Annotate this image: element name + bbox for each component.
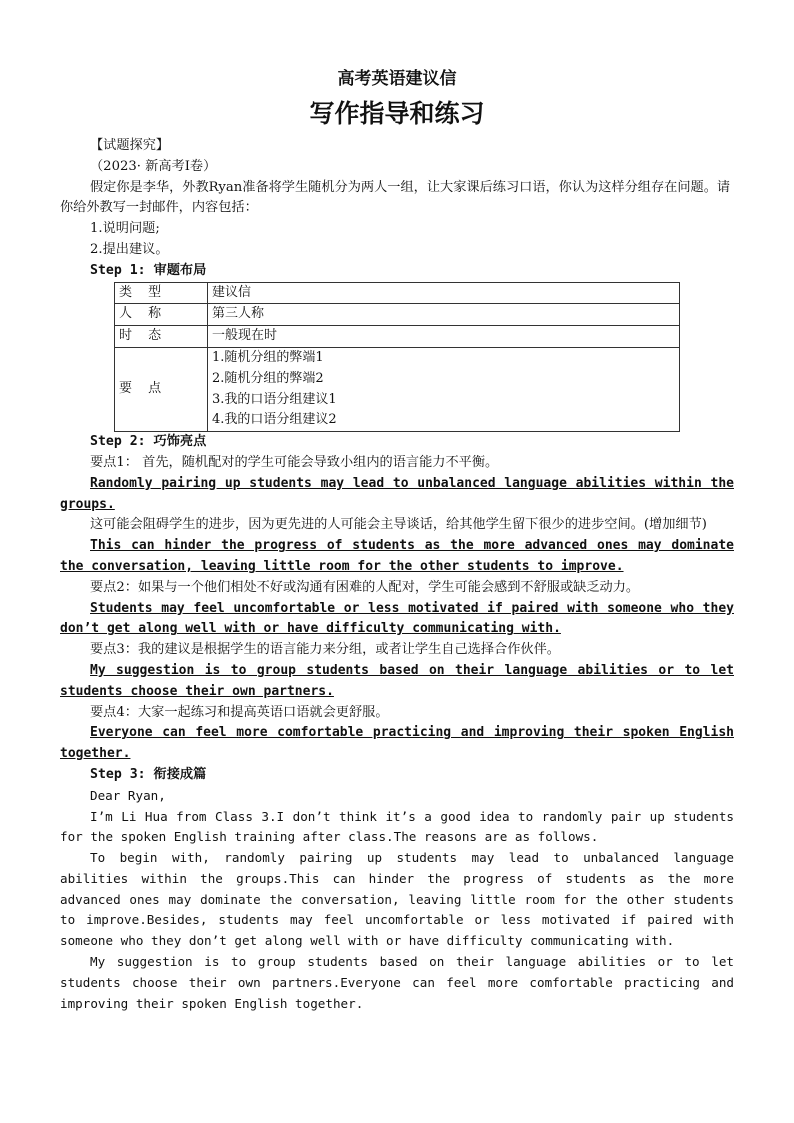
point-en: Randomly pairing up students may lead to unbalanced language abilities within the groups.	[60, 475, 734, 512]
document-page	[60, 66, 734, 1014]
letter-paragraph: I’m Li Hua from Class 3.I don’t think it’s a good idea to randomly pair up students for the spoken English training after class.The reasons are as follows.	[60, 808, 734, 845]
point-en: Students may feel uncomfortable or less motivated if paired with someone who they don’t get along well with or have difficulty communicating with.	[60, 600, 734, 637]
step2-heading	[60, 432, 734, 453]
step1-label: Step 1: 审题布局	[90, 262, 207, 278]
letter-salutation: Dear Ryan,	[90, 787, 166, 803]
task-item: 1.说明问题;	[90, 221, 160, 237]
exam-source: （2023· 新高考Ⅰ卷）	[90, 158, 217, 174]
table-row	[115, 282, 680, 304]
point-cn: 要点4：大家一起练习和提高英语口语就会更舒服。	[90, 704, 389, 720]
task-item: 2.提出建议。	[90, 241, 169, 257]
point-cn: 要点1： 首先，随机配对的学生可能会导致小组内的语言能力不平衡。	[90, 454, 499, 470]
table-row	[115, 304, 680, 326]
table-key: 类 型	[115, 282, 208, 304]
table-value-list	[208, 347, 680, 431]
table-key: 时 态	[115, 326, 208, 348]
point-cn: 这可能会阻碍学生的进步，因为更先进的人可能会主导谈话，给其他学生留下很少的进步空间。(增加细节)	[90, 517, 707, 533]
table-key: 人 称	[115, 304, 208, 326]
document-title: 高考英语建议信	[337, 69, 457, 89]
table-row	[115, 326, 680, 348]
step1-heading	[60, 261, 734, 282]
key-point: 2.随机分组的弊端2	[212, 370, 324, 386]
point-en: Everyone can feel more comfortable practicing and improving their spoken English together.	[60, 725, 734, 762]
section-label: 【试题探究】	[90, 138, 170, 153]
table-value: 第三人称	[208, 304, 680, 326]
letter-paragraph: To begin with, randomly pairing up students may lead to unbalanced language abilities within the groups.This can hinder the progress of students as the more advanced ones may dominate the conversation, leaving little room for the other students to improve.Besides, students may feel uncomfortable or less motivated if paired with someone who they don’t get along well with or have difficulty communicating with.	[60, 850, 734, 949]
point-en: My suggestion is to group students based on their language abilities or to let students choose their own partners.	[60, 662, 734, 699]
table-row	[115, 347, 680, 431]
step3-label: Step 3: 衔接成篇	[90, 766, 207, 782]
table-value: 一般现在时	[208, 326, 680, 348]
step3-heading	[60, 765, 734, 786]
analysis-table	[114, 282, 680, 433]
key-point: 4.我的口语分组建议2	[212, 412, 337, 428]
document-subtitle: 写作指导和练习	[309, 99, 485, 128]
point-cn: 要点3：我的建议是根据学生的语言能力来分组，或者让学生自己选择合作伙伴。	[90, 642, 560, 658]
task-prompt: 假定你是李华，外教Ryan准备将学生随机分为两人一组，让大家课后练习口语，你认为这样分组存在问题。请你给外教写一封邮件，内容包括：	[60, 179, 731, 216]
table-key: 要 点	[115, 347, 208, 431]
table-value: 建议信	[208, 282, 680, 304]
key-point: 3.我的口语分组建议1	[212, 391, 337, 407]
point-en: This can hinder the progress of students as the more advanced ones may dominate the conversation, leaving little room for the other students to improve.	[60, 538, 734, 574]
key-point: 1.随机分组的弊端1	[212, 349, 324, 365]
step2-label: Step 2: 巧饰亮点	[90, 434, 207, 450]
point-cn: 要点2：如果与一个他们相处不好或沟通有困难的人配对，学生可能会感到不舒服或缺乏动力。	[90, 579, 640, 595]
letter-paragraph: My suggestion is to group students based on their language abilities or to let students choose their own partners.Everyone can feel more comfortable practicing and improving their spoken English together.	[60, 954, 734, 1011]
